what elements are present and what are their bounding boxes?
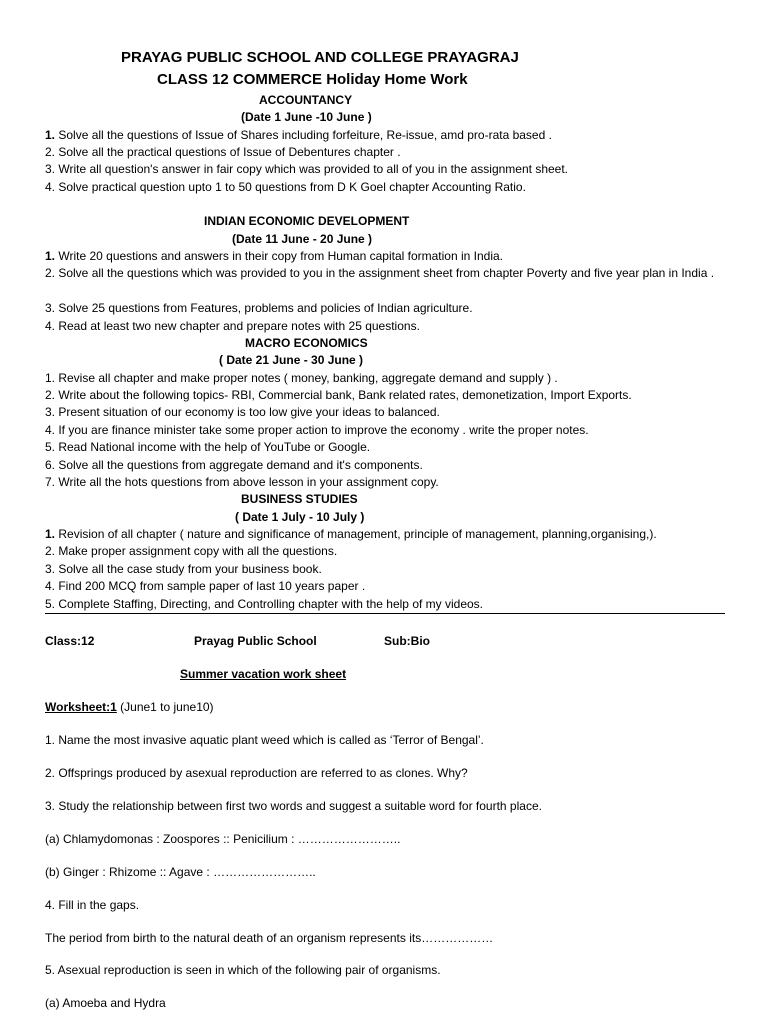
list-item: 1. Revise all chapter and make proper notes ( money, banking, aggregate demand and supply ) . [45,371,558,385]
list-item: 3. Present situation of our economy is too low give your ideas to balanced. [45,405,440,419]
bio-school-name: Prayag Public School [194,634,317,648]
list-item: 4. Find 200 MCQ from sample paper of last 10 years paper . [45,579,366,593]
section-title-macro: MACRO ECONOMICS [245,336,368,350]
section-date-accountancy: (Date 1 June -10 June ) [241,110,372,124]
list-item: 2. Solve all the practical questions of Issue of Debentures chapter . [45,145,401,159]
list-item: 5. Read National income with the help of YouTube or Google. [45,440,371,454]
list-item: 5. Complete Staffing, Directing, and Controlling chapter with the help of my videos. [45,597,484,611]
question-line: (a) Amoeba and Hydra [45,996,166,1010]
question-line: 3. Study the relationship between first two words and suggest a suitable word for fourth place. [45,799,542,813]
question-line: (a) Chlamydomonas : Zoospores :: Penicilium : …………………….. [45,832,401,846]
worksheet-title: Summer vacation work sheet [180,667,347,681]
item-number: 1. [45,249,56,263]
question-line: (b) Ginger : Rhizome :: Agave : …………………….. [45,865,316,879]
class-title: CLASS 12 COMMERCE Holiday Home Work [157,71,468,88]
section-date-business: ( Date 1 July - 10 July ) [235,510,365,524]
list-item [45,526,726,543]
section-title-business: BUSINESS STUDIES [241,492,358,506]
question-line: 4. Fill in the gaps. [45,898,140,912]
school-title: PRAYAG PUBLIC SCHOOL AND COLLEGE PRAYAGRAJ [121,49,519,66]
list-item: 2. Make proper assignment copy with all the questions. [45,544,338,558]
item-number: 1. [45,527,56,541]
bio-class-label: Class:12 [45,634,95,648]
list-item: 3. Solve 25 questions from Features, problems and policies of Indian agriculture. [45,301,473,315]
list-item: 3. Solve all the case study from your business book. [45,562,322,576]
list-item: 2. Write about the following topics- RBI, Commercial bank, Bank related rates, demonetization, Import Exports. [45,388,632,402]
list-item: 2. Solve all the questions which was provided to you in the assignment sheet from chapter Poverty and five year plan in India . [45,266,715,280]
question-line: The period from birth to the natural death of an organism represents its……………… [45,931,494,945]
list-item [45,127,726,144]
item-text: Write 20 questions and answers in their copy from Human capital formation in India. [55,249,504,263]
list-item: 6. Solve all the questions from aggregate demand and it's components. [45,458,423,472]
list-item: 4. If you are finance minister take some proper action to improve the economy . write the proper notes. [45,423,589,437]
section-title-accountancy: ACCOUNTANCY [259,93,353,107]
question-line: 5. Asexual reproduction is seen in which of the following pair of organisms. [45,963,441,977]
section-title-ied: INDIAN ECONOMIC DEVELOPMENT [204,214,410,228]
list-item [45,248,726,265]
worksheet-label: Worksheet:1 [45,700,117,714]
section-date-ied: (Date 11 June - 20 June ) [232,232,373,246]
item-text: Solve all the questions of Issue of Shares including forfeiture, Re-issue, amd pro-rata based . [55,128,552,142]
section-date-macro: ( Date 21 June - 30 June ) [219,353,364,367]
list-item: 7. Write all the hots questions from above lesson in your assignment copy. [45,475,439,489]
bio-subject: Sub:Bio [384,634,430,648]
list-item: 4. Read at least two new chapter and prepare notes with 25 questions. [45,319,420,333]
worksheet-dates: (June1 to june10) [116,700,214,714]
item-text: Revision of all chapter ( nature and significance of management, principle of management, planning,organising,). [55,527,657,541]
item-number: 1. [45,128,56,142]
list-item: 4. Solve practical question upto 1 to 50 questions from D K Goel chapter Accounting Ratio. [45,180,526,194]
worksheet-heading [45,699,726,716]
question-line: 1. Name the most invasive aquatic plant weed which is called as ‘Terror of Bengal’. [45,733,484,747]
question-line: 2. Offsprings produced by asexual reproduction are referred to as clones. Why? [45,766,468,780]
list-item: 3. Write all question's answer in fair copy which was provided to all of you in the assignment sheet. [45,162,569,176]
section-divider [45,613,725,614]
